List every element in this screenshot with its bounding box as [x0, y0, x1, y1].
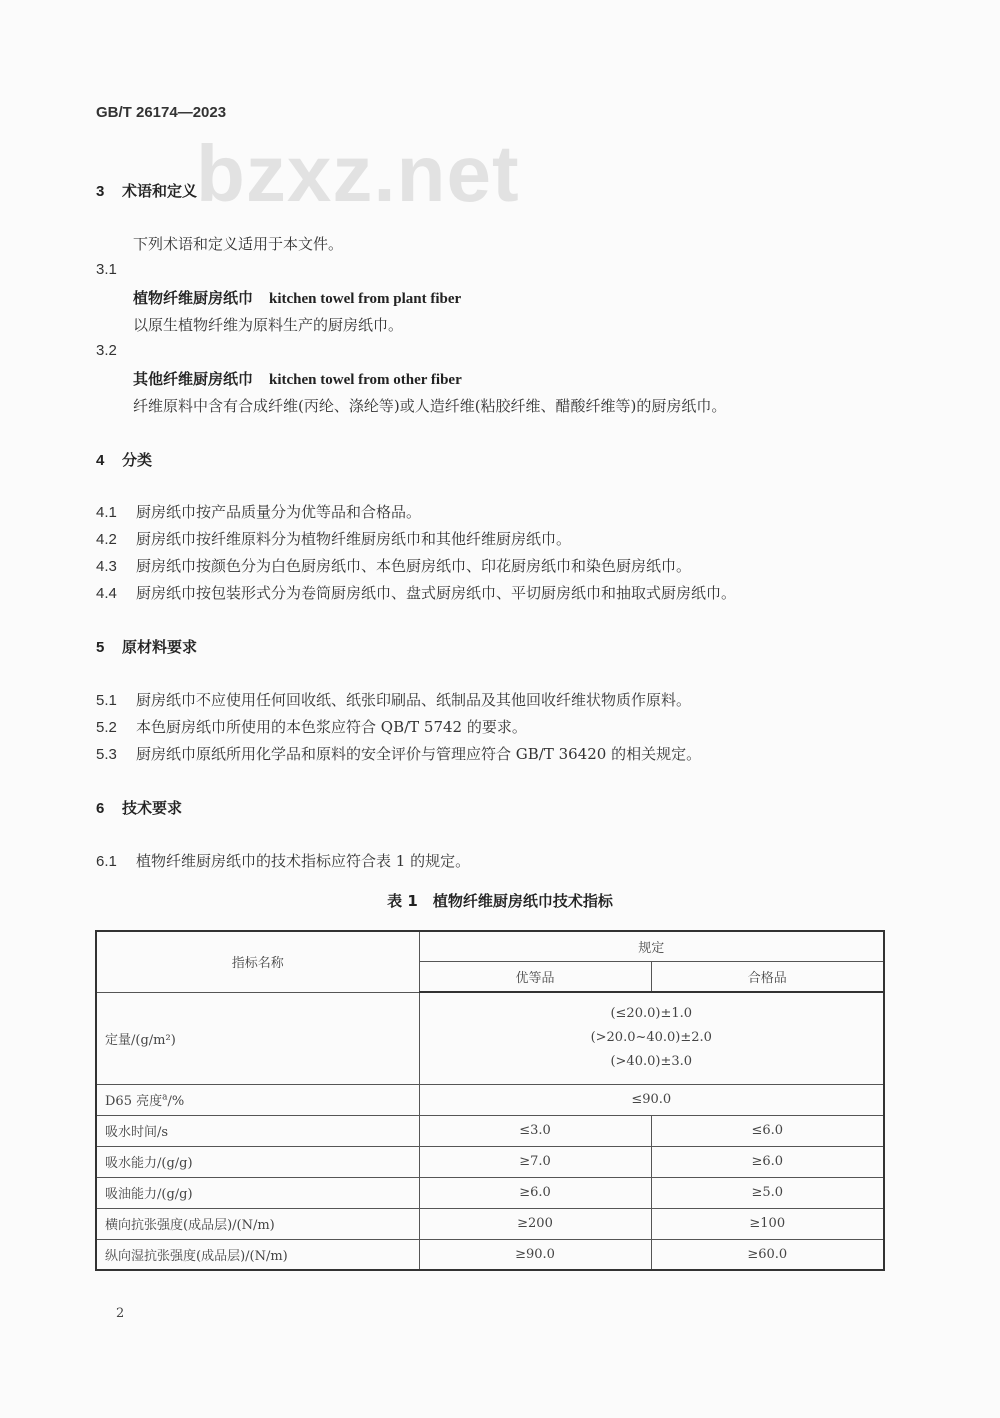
section-5-heading	[96, 636, 197, 657]
section-number: 4	[96, 452, 105, 469]
merged-value: (>20.0~40.0)±2.0	[590, 1030, 712, 1046]
superior-value: ≥200	[419, 1208, 651, 1239]
spec-table	[95, 930, 885, 1271]
clause-number: 4.1	[96, 504, 117, 521]
clause-item	[96, 743, 701, 764]
merged-value: (>40.0)±3.0	[610, 1054, 693, 1070]
footnote-mark: a	[162, 1092, 168, 1103]
row-name: 吸水时间/s	[96, 1115, 419, 1146]
qualified-value: ≥6.0	[651, 1146, 884, 1177]
clause-text: 厨房纸巾原纸所用化学品和原料的安全评价与管理应符合 GB/T 36420 的相关规定。	[136, 745, 702, 763]
qualified-value: ≥100	[651, 1208, 884, 1239]
table-row	[96, 992, 884, 1084]
clause-text: 厨房纸巾按产品质量分为优等品和合格品。	[136, 503, 422, 521]
row-name: 定量/(g/m²)	[96, 992, 419, 1084]
table-row	[96, 1115, 884, 1146]
section-title: 术语和定义	[122, 182, 198, 200]
superior-value: ≥6.0	[419, 1177, 651, 1208]
section-number: 6	[96, 800, 105, 817]
clause-item	[96, 689, 691, 710]
section-4-heading	[96, 449, 152, 470]
section-title: 原材料要求	[122, 638, 198, 656]
row-name: 吸水能力/(g/g)	[96, 1146, 419, 1177]
clause-number: 4.3	[96, 558, 117, 575]
clause-text: 厨房纸巾按颜色分为白色厨房纸巾、本色厨房纸巾、印花厨房纸巾和染色厨房纸巾。	[136, 557, 692, 575]
term-number: 3.1	[96, 261, 117, 278]
term-en: kitchen towel from other fiber	[269, 372, 462, 388]
superior-value: ≤3.0	[419, 1115, 651, 1146]
table-row	[96, 1146, 884, 1177]
section-3-heading	[96, 180, 197, 201]
table-row	[96, 1177, 884, 1208]
table-header-superior: 优等品	[419, 961, 651, 992]
section-6-heading	[96, 797, 182, 818]
section-number: 5	[96, 639, 105, 656]
clause-number: 5.1	[96, 692, 117, 709]
term-definition: 以原生植物纤维为原料生产的厨房纸巾。	[133, 316, 404, 334]
clause-text: 植物纤维厨房纸巾的技术指标应符合表 1 的规定。	[136, 852, 471, 870]
superior-value: ≥90.0	[419, 1239, 651, 1270]
page-number: 2	[116, 1306, 125, 1321]
qualified-value: ≥5.0	[651, 1177, 884, 1208]
table-header-name: 指标名称	[96, 931, 419, 992]
clause-text: 本色厨房纸巾所使用的本色浆应符合 QB/T 5742 的要求。	[136, 718, 527, 736]
qualified-value: ≤6.0	[651, 1115, 884, 1146]
term-title	[133, 368, 462, 389]
term-zh: 其他纤维厨房纸巾	[133, 370, 254, 388]
section-number: 3	[96, 183, 105, 200]
standard-code: GB/T 26174—2023	[96, 104, 227, 121]
clause-number: 5.3	[96, 746, 117, 763]
clause-text: 厨房纸巾不应使用任何回收纸、纸张印刷品、纸制品及其他回收纤维状物质作原料。	[136, 691, 692, 709]
table-header-spec: 规定	[419, 931, 884, 961]
clause-number: 5.2	[96, 719, 117, 736]
superior-value: ≥7.0	[419, 1146, 651, 1177]
clause-item	[96, 582, 736, 603]
term-en: kitchen towel from plant fiber	[269, 291, 462, 307]
section-3-intro: 下列术语和定义适用于本文件。	[133, 235, 344, 253]
term-number: 3.2	[96, 342, 117, 359]
merged-value: (≤20.0)±1.0	[610, 1006, 693, 1022]
clause-number: 6.1	[96, 853, 117, 870]
section-title: 分类	[122, 451, 153, 469]
table-header-qualified: 合格品	[651, 961, 884, 992]
table-row	[96, 1239, 884, 1270]
term-title	[133, 287, 461, 308]
qualified-value: ≥60.0	[651, 1239, 884, 1270]
term-zh: 植物纤维厨房纸巾	[133, 289, 254, 307]
row-merged-values	[419, 992, 884, 1084]
section-title: 技术要求	[122, 799, 183, 817]
term-definition: 纤维原料中含有合成纤维(丙纶、涤纶等)或人造纤维(粘胶纤维、醋酸纤维等)的厨房纸巾。	[133, 397, 727, 415]
clause-number: 4.4	[96, 585, 117, 602]
clause-item	[96, 716, 527, 737]
clause-number: 4.2	[96, 531, 117, 548]
table-caption: 表 1 植物纤维厨房纸巾技术指标	[387, 892, 613, 910]
clause-item	[96, 501, 421, 522]
row-merged-value: ≤90.0	[419, 1084, 884, 1115]
table-row	[96, 1084, 884, 1115]
row-name: 吸油能力/(g/g)	[96, 1177, 419, 1208]
clause-item	[96, 850, 470, 871]
row-name: 横向抗张强度(成品层)/(N/m)	[96, 1208, 419, 1239]
table-row	[96, 1208, 884, 1239]
clause-text: 厨房纸巾按包装形式分为卷筒厨房纸巾、盘式厨房纸巾、平切厨房纸巾和抽取式厨房纸巾。	[136, 584, 737, 602]
row-name: D65 亮度$^a$/%	[96, 1084, 419, 1115]
row-name: 纵向湿抗张强度(成品层)/(N/m)	[96, 1239, 419, 1270]
clause-item	[96, 528, 571, 549]
clause-text: 厨房纸巾按纤维原料分为植物纤维厨房纸巾和其他纤维厨房纸巾。	[136, 530, 572, 548]
watermark: bzxz.net	[196, 129, 520, 218]
clause-item	[96, 555, 691, 576]
